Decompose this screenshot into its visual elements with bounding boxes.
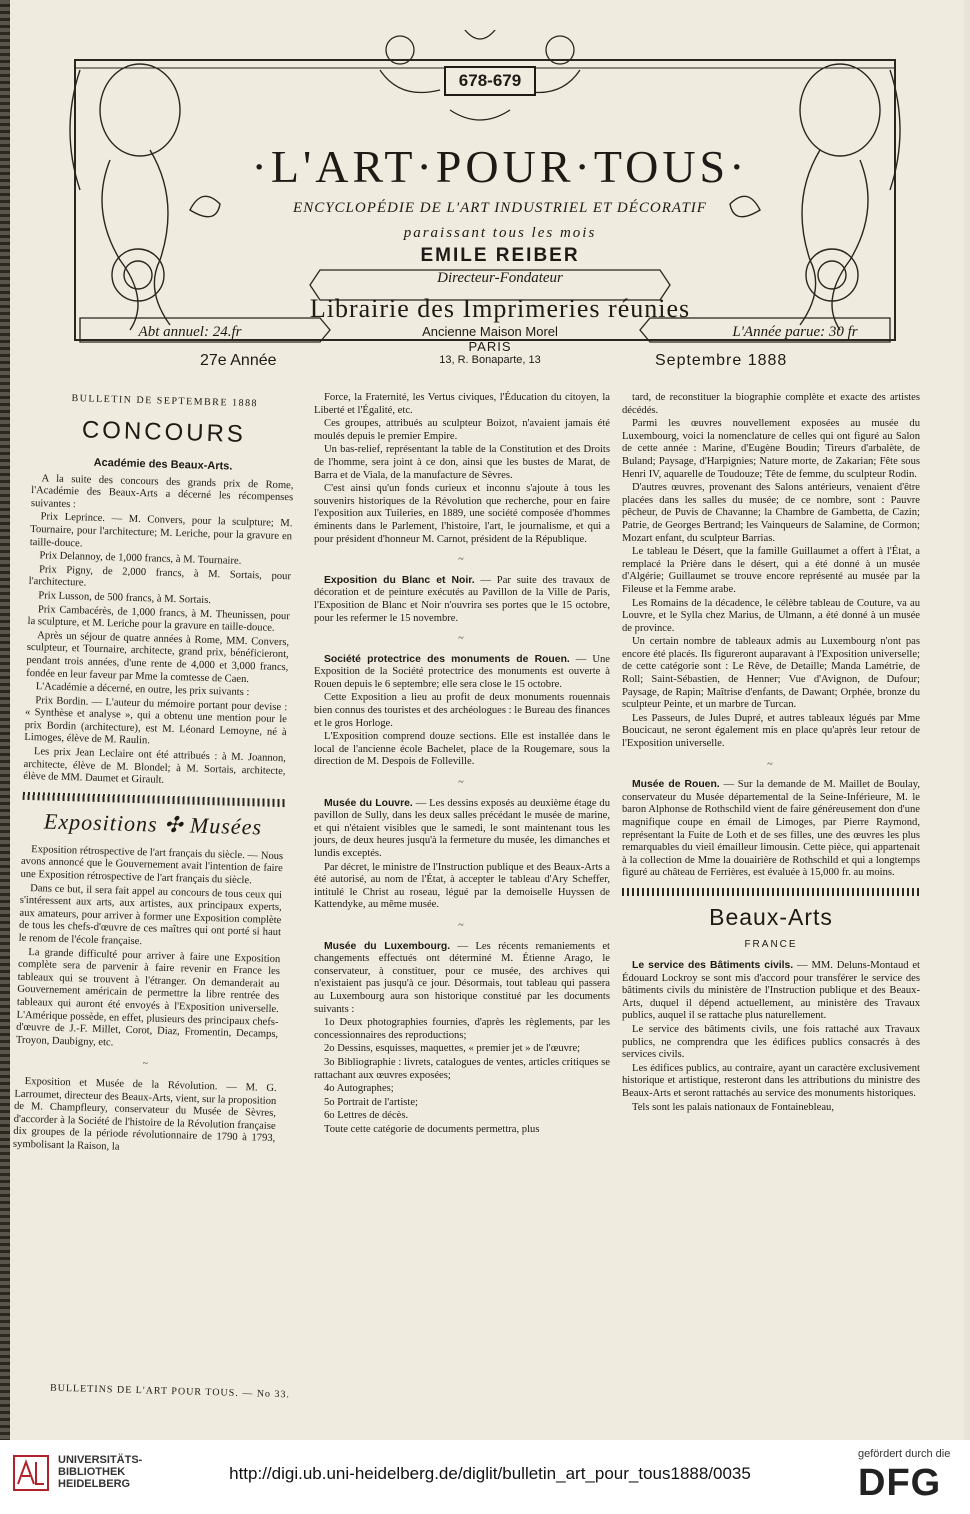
list-item: 1o Deux photographies fournies, d'après les règlements, par les concessionnaires des reproductions; <box>314 1017 610 1041</box>
paragraph <box>314 575 610 625</box>
university-line: BIBLIOTHEK <box>58 1466 126 1478</box>
paragraph: Prix Cambacérès, de 1,000 francs, à M. Theunissen, pour la sculpture, et M. Leriche pour la gravure en taille-douce. <box>27 603 290 634</box>
paragraph: tard, de reconstituer la biographie complète et exacte des artistes décédés. <box>622 392 920 416</box>
expositions-heading: Expositions ✣ Musées <box>43 808 263 840</box>
section-ornament: ~ <box>458 919 466 931</box>
publisher: Librairie des Imprimeries réunies <box>309 294 691 323</box>
section-ornament: ~ <box>767 758 775 770</box>
run-in-title: Société protectrice des monuments de Rouen. <box>324 653 570 665</box>
journal-title: ·L'ART·POUR·TOUS· <box>251 141 749 192</box>
bulletin-footer: BULLETINS DE L'ART POUR TOUS. — No 33. <box>49 1382 291 1401</box>
paragraph <box>622 779 920 880</box>
journal-subtitle: ENCYCLOPÉDIE DE L'ART INDUSTRIEL ET DÉCORATIF <box>293 200 707 216</box>
run-in-title: Musée du Louvre. <box>324 797 413 809</box>
paragraph: Le service des bâtiments civils, une fois rattaché aux Travaux publics, ne comprendra que les édifices publics consacrés à des services civils. <box>622 1023 920 1061</box>
bulletin-heading: BULLETIN DE SEPTEMBRE 1888 <box>71 393 259 410</box>
paragraph: Parmi les œuvres nouvellement exposées au musée du Luxembourg, voici la nomenclature de celles qui ont figuré au Salon de cette année : Marine, d'Eugène Boudin; Tireurs d'arbalète, de Buland; Paysage, d'Harpignies; Nature morte, de Zakarian; Fête sous Henri IV, aquarelle de Toudouze; Tête de femme, du sculpteur Rodin. <box>622 418 920 480</box>
column-3 <box>622 392 920 1115</box>
section-ornament: ~ <box>458 777 466 789</box>
paragraph: Un certain nombre de tableaux admis au Luxembourg n'ont pas encore été placés. Ils figureront auparavant à l'Exposition universelle; de cette catégorie sont : Le Rêve, de Detaille; Manda Lamétrie, de Roll; Saint-Sébastien, de Henner; Vue d'Avignon, de Dufour; Paysage, de Rapin; Maîtrise d'enfants, de Dawant; Orphée, bronze du sculpteur Peinte, et un marbre de Turcan. <box>622 636 920 711</box>
paragraph <box>314 654 610 692</box>
column-2 <box>314 392 610 1137</box>
periodicity: paraissant tous les mois <box>403 225 597 241</box>
paragraph: Ces groupes, attribués au sculpteur Boizot, n'avaient jamais été moulés depuis le premier Empire. <box>314 418 610 442</box>
university-name <box>58 1454 142 1490</box>
back-year-price: L'Année parue: 30 fr <box>732 324 858 340</box>
paragraph: Les Passeurs, de Jules Dupré, et autres tableaux légués par Mme Boucicaut, ne seront également mis en place qu'après leur retour de l'Exposition universelle. <box>622 712 920 750</box>
city: PARIS <box>468 339 512 354</box>
list-item: 4o Autographes; <box>324 1083 394 1095</box>
paragraph-text: — Sur la demande de M. Maillet de Boulay, conservateur du Musée départemental de la Seine-Inférieure, M. le baron Alphonse de Rothschild vient de faire généreusement don d'une magnifique coupe en émail de Limoges, par Pierre Raymond, représentant la Fuite de Loth et de ses filles, une des œuvres les plus remarquables du vieil émailleur limousin. Cette pièce, qui appartenait à la collection de Mme la douairière de Rothschild et qui a longtemps figuré au château de Ferrières, est évaluée à 15,000 fr. au moins. <box>622 779 920 879</box>
university-line: HEIDELBERG <box>58 1478 131 1490</box>
street-address: 13, R. Bonaparte, 13 <box>439 354 541 366</box>
paragraph: Les prix Jean Leclaire ont été attribués : à M. Joannon, architecte, élève de M. Blondel; à M. Sortais, architecte, élève de MM. Daumet et Girault. <box>23 746 287 787</box>
section-ornament: ~ <box>142 1058 151 1070</box>
paragraph-text: — Les récents remaniements et changements effectués ont déterminé M. Étienne Arago, le conservateur, à constituer, pour ce musée, des archives qui n'existaient pas jusqu'à ce jour. Désormais, tout tableau qui passera au Luxembourg aura son historique constitué par les documents suivants : <box>314 940 610 1015</box>
run-in-title: Le service des Bâtiments civils. <box>632 959 794 971</box>
paragraph: Dans ce but, il sera fait appel au concours de tous ceux qui s'intéressent aux arts, aux artistes, aux principaux experts, aux amateurs, pour arriver à former une Exposition complète de tous les chefs-d'œuvre de ces maîtres qui ont porté si haut le renom de l'école française. <box>18 882 283 948</box>
paragraph: La grande difficulté pour arriver à faire une Exposition complète sera de parvenir à faire revenir en France les tableaux qui se trouvent à l'étranger. On demanderait au Gouvernement américain de permettre la libre rentrée des tableaux qui auront été envoyés à l'Exposition universelle. L'Amérique possède, en effet, plusieurs des principaux chefs-d'œuvre de J.-F. Millet, Corot, Diaz, Fromentin, Decamps, Troyon, Daubigny, etc. <box>15 946 281 1049</box>
issue-number: 678-679 <box>444 66 536 96</box>
paragraph: L'Exposition comprend douze sections. Elle est installée dans le local de l'ancienne école Bachelet, place de la Rougemare, sous la direction de M. Despois de Folleville. <box>314 731 610 768</box>
paragraph-text: — MM. Deluns-Montaud et Édouard Lockroy se sont mis d'accord pour transférer le service des bâtiments civils du ministère de l'Instruction publique et des Beaux-Arts, duquel il dépend actuellement, au ministère des Travaux publics, auquel il se rattache plus naturellement. <box>622 959 920 1022</box>
paragraph: L'Académie a décerné, en outre, les prix suivants : <box>35 681 250 699</box>
paragraph: Exposition rétrospective de l'art français du siècle. — Nous avons annoncé que le Gouvernement avait l'intention de faire une Exposition rétrospective de l'art français du siècle. <box>20 843 284 887</box>
paragraph: A la suite des concours des grands prix de Rome, l'Académie des Beaux-Arts a décerné les récompenses suivantes : <box>30 472 294 510</box>
paragraph: Tels sont les palais nationaux de Fontainebleau, <box>632 1101 834 1113</box>
paragraph: Exposition et Musée de la Révolution. — M. G. Larroumet, directeur des Beaux-Arts, vient, sur la proposition de M. Champfleury, conservateur du Musée de Sèvres, d'accorder à la Société de l'histoire de la Révolution française dix groupes de la période révolutionnaire de 1790 à 1793, symbolisant la Raison, la <box>12 1075 277 1153</box>
university-logo <box>12 1454 50 1492</box>
publication-month: Septembre 1888 <box>655 352 788 369</box>
decorative-rule <box>622 888 920 896</box>
paragraph-text: — Par suite des travaux de décoration et de peinture exécutés au Pavillon de la Ville de Paris, l'Exposition de Blanc et Noir n'ouvrira ses portes que le 15 octobre, pour les refermer le 15 novembre. <box>314 574 611 624</box>
paragraph: Prix Pigny, de 2,000 francs, à M. Sortais, pour l'architecture. <box>28 563 292 589</box>
paragraph <box>622 960 920 1023</box>
paragraph: Les Romains de la décadence, le célèbre tableau de Couture, va au Louvre, et le Sylla chez Marius, de Ulmann, a été donné à un musée de province. <box>622 597 920 634</box>
paragraph: Les édifices publics, au contraire, ayant un caractère exclusivement historique et artistique, resteront dans les attributions du ministre des Beaux-Arts et seront rattachés au service des monuments historiques. <box>622 1062 920 1099</box>
former-house: Ancienne Maison Morel <box>422 324 558 339</box>
footer-bar <box>0 1440 970 1514</box>
academie-heading: Académie des Beaux-Arts. <box>93 456 233 473</box>
beaux-arts-heading: Beaux-Arts <box>709 903 833 930</box>
run-in-title: Musée du Luxembourg. <box>324 940 451 952</box>
university-line: UNIVERSITÄTS- <box>58 1454 143 1466</box>
paragraph: C'est ainsi qu'un fonds curieux et inconnu s'ajoute à tous les souvenirs historiques de la Révolution que recherche, pour en faire l'exposition aux Tuileries, en 1889, une société composée d'hommes éminents dans le Parlement, l'histoire, l'art, le journalisme, et qui a pour président d'honneur M. Carnot, président de la République. <box>314 483 610 545</box>
paragraph: Après un séjour de quatre années à Rome, MM. Convers, sculpteur, et Tournaire, architecte, grand prix, bénéficieront, pendant trois années, d'une rente de 4,000 et 3,000 francs, fondée en leur faveur par Mme la comtesse de Caen. <box>26 629 290 685</box>
funded-by-label: gefördert durch die <box>858 1448 951 1460</box>
page-binding-edge <box>0 0 10 1440</box>
paragraph: Par décret, le ministre de l'Instruction publique et des Beaux-Arts a été autorisé, au nom de l'État, à accepter le tableau d'Ary Scheffer, intitulé le Christ au roseau, légué par la demoiselle Huyssen de Kattendyke, au même musée. <box>314 861 610 911</box>
paragraph <box>314 941 610 1017</box>
paragraph-text: — Les dessins exposés au deuxième étage du pavillon de Sully, dans les deux salles précédant le musée de marine, et qui n'étaient visibles que le samedi, le sont maintenant tous les jours, de deux heures jusqu'à la fermeture du musée, les dimanches et lundis exceptés. <box>314 797 610 859</box>
list-item: 6o Lettres de décès. <box>324 1110 409 1122</box>
paragraph-text: — Une Exposition de la Société protectrice des monuments est ouverte à Rouen depuis le 6 septembre; elle sera close le 15 octobre. <box>314 653 610 690</box>
editor-name: EMILE REIBER <box>420 245 580 266</box>
france-subheading: FRANCE <box>744 938 798 950</box>
paragraph: Cette Exposition a lieu au profit de deux monuments rouennais bien connus des touristes et des archéologues : le Bureau des finances et le gros Horloge. <box>314 692 610 729</box>
paragraph: Le tableau le Désert, que la famille Guillaumet a offert à l'État, a remplacé la Prière dans le désert, qui a été donné à un musée d'Algérie; Guillaumet se trouve encore représenté au musée par la Fileuse et la Femme arabe. <box>622 546 920 595</box>
run-in-title: Musée de Rouen. <box>632 779 720 791</box>
decorative-rule <box>23 792 285 807</box>
paragraph: Un bas-relief, représentant la table de la Constitution et des Droits de l'homme, sera joint à ce don, ainsi que les bustes de Marat, de Barra et de Viala, de la manufacture de Sèvres. <box>314 444 610 481</box>
paragraph: Toute cette catégorie de documents permettra, plus <box>324 1123 540 1135</box>
paragraph: Force, la Fraternité, les Vertus civiques, l'Éducation du citoyen, la Liberté et l'Égalité, etc. <box>314 392 610 416</box>
annual-subscription: Abt annuel: 24.fr <box>138 324 242 340</box>
section-ornament: ~ <box>458 554 466 566</box>
section-ornament: ~ <box>458 633 466 645</box>
paragraph: Prix Lusson, de 500 francs, à M. Sortais. <box>38 590 212 606</box>
publication-year: 27e Année <box>200 352 277 369</box>
paragraph: Prix Delannoy, de 1,000 francs, à M. Tournaire. <box>39 550 242 568</box>
paragraph: Prix Leprince. — M. Convers, pour la sculpture; M. Tournaire, pour l'architecture; M. Leriche, pour la gravure en taille-douce. <box>29 511 293 549</box>
list-item: 2o Dessins, esquisses, maquettes, « premier jet » de l'œuvre; <box>324 1043 581 1055</box>
list-item: 5o Portrait de l'artiste; <box>324 1096 418 1108</box>
paragraph: D'autres œuvres, provenant des Salons antérieurs, venaient d'être placées dans les salles du musée; de ce nombre, sont : Pauvre pêcheur, de Puvis de Chavanne; la Chambre de Gambetta, de Cazin; Patrie, de Georges Bertrand; les Vainqueurs de Salamine, de Cormon; Mozart enfant, du sculpteur Barrias. <box>622 482 920 544</box>
column-1 <box>13 392 296 1160</box>
source-url[interactable]: http://digi.ub.uni-heidelberg.de/diglit/bulletin_art_pour_tous1888/0035 <box>229 1464 751 1483</box>
concours-heading: CONCOURS <box>81 415 247 448</box>
paragraph <box>314 798 610 861</box>
run-in-title: Exposition du Blanc et Noir. <box>324 574 475 586</box>
list-item: 3o Bibliographie : livrets, catalogues de ventes, articles critiques se rattachant aux œuvres exposées; <box>314 1056 610 1081</box>
editor-role: Directeur-Fondateur <box>437 270 563 286</box>
dfg-logo: DFG <box>858 1462 942 1504</box>
paragraph: Prix Bordin. — L'auteur du mémoire portant pour devise : « Synthèse et analyse », qui a obtenu une mention pour le prix Bordin (architecture), est M. Léonard Lemoyne, né à Limoges, élève de M. Raulin. <box>24 694 288 747</box>
